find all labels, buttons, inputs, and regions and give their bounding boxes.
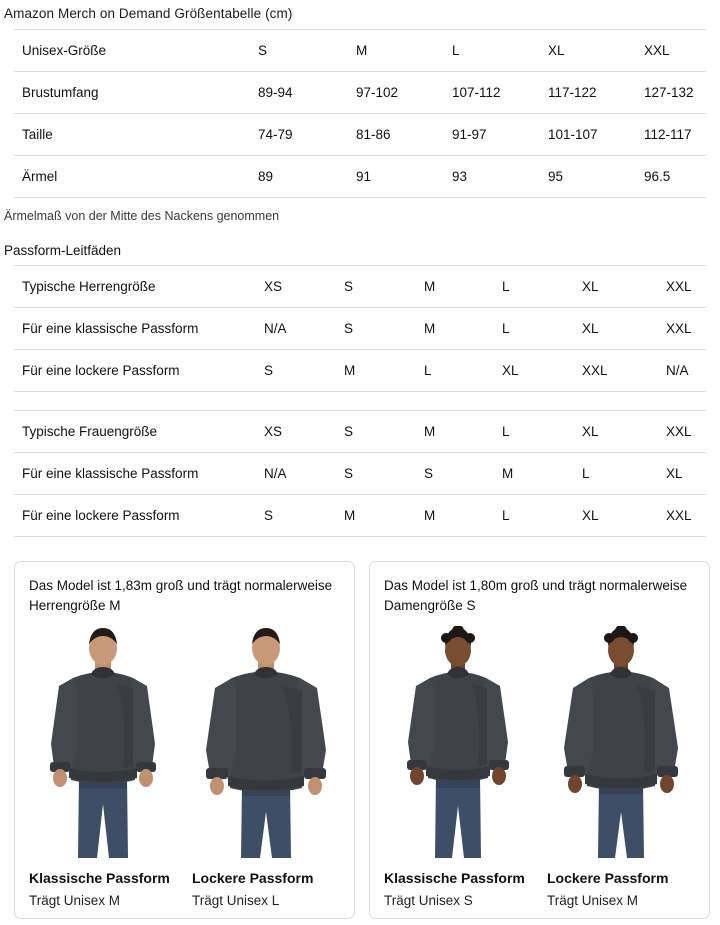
fit-name: Lockere Passform [547,870,669,886]
cell-value: 89-94 [258,72,356,114]
cell-value: S [344,411,424,453]
womens-loose-caption [547,870,695,908]
cell-value: XXL [666,266,706,308]
cell-value: L [502,495,582,537]
cell-value: XL [582,495,666,537]
table-row [14,72,706,114]
mens-loose-fit-figure [192,626,340,858]
cell-value: M [424,495,502,537]
cell-value: S [344,453,424,495]
male-model-loose-illustration [192,626,340,858]
table-row [14,30,706,72]
cell-value: L [582,453,666,495]
sleeve-measurement-note: Ärmelmaß von der Mitte des Nackens genommen [4,209,280,223]
table-spacer [0,392,720,410]
cell-value: 112-117 [644,114,706,156]
row-label: Für eine klassische Passform [14,308,264,350]
cell-value: S [424,453,502,495]
row-label: Typische Frauengröße [14,411,264,453]
cell-value: 107-112 [452,72,548,114]
cell-value: XXL [666,411,706,453]
cell-value: 127-132 [644,72,706,114]
fit-name: Klassische Passform [384,870,525,886]
page-title: Amazon Merch on Demand Größentabelle (cm) [4,6,293,21]
row-label: Für eine klassische Passform [14,453,264,495]
cell-value: N/A [264,308,344,350]
mens-classic-caption [29,870,177,908]
row-label: Typische Herrengröße [14,266,264,308]
cell-value: 74-79 [258,114,356,156]
table-row [14,411,706,453]
row-label: Ärmel [14,156,258,198]
cell-value: 81-86 [356,114,452,156]
womens-fit-table [14,410,706,537]
womens-loose-fit-figure [547,626,695,858]
table-row [14,350,706,392]
cell-value: S [258,30,356,72]
fit-name: Klassische Passform [29,870,170,886]
row-label: Unisex-Größe [14,30,258,72]
cell-value: 95 [548,156,644,198]
womens-model-card [369,561,710,919]
cell-value: 93 [452,156,548,198]
cell-value: XXL [582,350,666,392]
cell-value: XL [582,411,666,453]
cell-value: M [424,308,502,350]
cell-value: 89 [258,156,356,198]
male-model-classic-illustration [29,626,177,858]
cell-value: 101-107 [548,114,644,156]
cell-value: M [424,411,502,453]
wears-size: Trägt Unisex S [384,893,473,908]
wears-size: Trägt Unisex M [547,893,639,908]
table-row [14,156,706,198]
fit-name: Lockere Passform [192,870,314,886]
model-cards [14,561,710,919]
cell-value: 91-97 [452,114,548,156]
cell-value: XL [502,350,582,392]
cell-value: 97-102 [356,72,452,114]
cell-value: S [264,495,344,537]
cell-value: L [502,411,582,453]
cell-value: XXL [666,308,706,350]
cell-value: L [424,350,502,392]
row-label: Für eine lockere Passform [14,495,264,537]
cell-value: S [344,308,424,350]
cell-value: XS [264,411,344,453]
cell-value: M [344,350,424,392]
cell-value: XL [666,453,706,495]
womens-classic-fit-figure [384,626,532,858]
mens-model-card [14,561,355,919]
female-model-loose-illustration [547,626,695,858]
table-row [14,308,706,350]
cell-value: XL [548,30,644,72]
cell-value: XXL [666,495,706,537]
cell-value: L [452,30,548,72]
cell-value: XS [264,266,344,308]
cell-value: M [356,30,452,72]
cell-value: M [344,495,424,537]
cell-value: N/A [264,453,344,495]
cell-value: XL [582,308,666,350]
cell-value: S [264,350,344,392]
fit-guides-heading: Passform-Leitfäden [4,243,122,258]
wears-size: Trägt Unisex L [192,893,280,908]
cell-value: 91 [356,156,452,198]
womens-model-description: Das Model ist 1,80m groß und trägt normalerweise Damengröße S [384,578,688,613]
row-label: Für eine lockere Passform [14,350,264,392]
womens-figures [384,626,695,858]
table-row [14,495,706,537]
cell-value: S [344,266,424,308]
row-label: Taille [14,114,258,156]
measurements-table [14,29,706,198]
cell-value: L [502,266,582,308]
womens-captions [384,870,695,908]
mens-figures [29,626,340,858]
wears-size: Trägt Unisex M [29,893,121,908]
cell-value: 96.5 [644,156,706,198]
cell-value: XXL [644,30,706,72]
cell-value: M [502,453,582,495]
mens-captions [29,870,340,908]
table-row [14,453,706,495]
cell-value: M [424,266,502,308]
row-label: Brustumfang [14,72,258,114]
mens-model-description: Das Model ist 1,83m groß und trägt normalerweise Herrengröße M [29,578,333,613]
female-model-classic-illustration [384,626,532,858]
cell-value: L [502,308,582,350]
cell-value: 117-122 [548,72,644,114]
cell-value: N/A [666,350,706,392]
mens-fit-table [14,265,706,392]
womens-classic-caption [384,870,532,908]
mens-loose-caption [192,870,340,908]
mens-classic-fit-figure [29,626,177,858]
table-row [14,266,706,308]
table-row [14,114,706,156]
cell-value: XL [582,266,666,308]
